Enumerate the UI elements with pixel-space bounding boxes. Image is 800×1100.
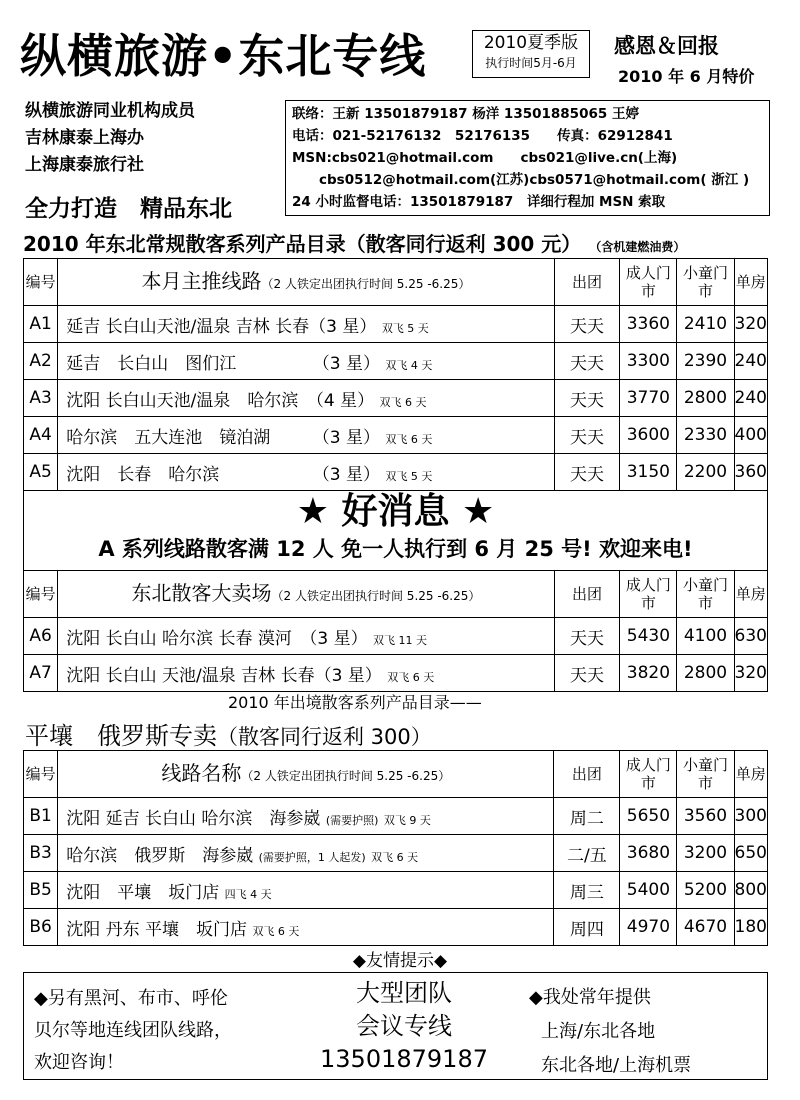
route-text: 沈阳 平壤 坂门店 [66, 882, 220, 903]
row-code: B3 [24, 835, 58, 872]
section-title [23, 228, 685, 257]
row-single: 800 [734, 872, 767, 909]
row-child: 2390 [677, 343, 734, 380]
good-news-title: ★ 好消息 ★ [296, 491, 495, 532]
row-route [58, 798, 554, 835]
table-row [24, 835, 768, 872]
outbound-product [25, 716, 432, 751]
row-child: 2410 [677, 306, 734, 343]
trip-text: 双飞 5 天 [385, 469, 433, 483]
outbound-title: 2010 年出境散客系列产品目录—— [228, 693, 482, 712]
route-text: 延吉 长白山天池/温泉 吉林 长春（3 星） [66, 316, 377, 337]
tips-right-line: 东北各地/上海机票 [541, 1055, 692, 1076]
tips-left [34, 983, 284, 1079]
tips-right-line: ◆我处常年提供 [529, 987, 651, 1008]
tips-middle-line: 会议专线 [356, 1012, 452, 1040]
row-code: A2 [24, 343, 58, 380]
agency-info [25, 98, 195, 179]
row-code: A4 [24, 417, 58, 454]
trip-text: 四飞 4 天 [224, 887, 272, 901]
row-departure: 天天 [554, 618, 620, 655]
trip-text: 双飞 6 天 [371, 850, 419, 864]
header-departure: 出团 [554, 751, 620, 798]
row-adult: 5650 [620, 798, 677, 835]
row-route [58, 655, 555, 692]
row-adult: 3300 [620, 343, 677, 380]
route-text: 沈阳 长白山 天池/温泉 吉林 长春（3 星） [66, 665, 382, 686]
header-route-label: 线路名称 [161, 760, 242, 785]
section-title-text: 2010 年东北常规散客系列产品目录（散客同行返利 300 元） [23, 232, 582, 256]
trip-text: 双飞 4 天 [385, 358, 433, 372]
table-header [24, 259, 768, 306]
row-route [58, 343, 554, 380]
table-row [24, 655, 768, 692]
trip-text: 双飞 6 天 [385, 432, 433, 446]
header-route [58, 259, 554, 306]
row-single: 400 [734, 417, 767, 454]
row-code: B5 [24, 872, 58, 909]
agency-line: 纵横旅游同业机构成员 [25, 101, 195, 121]
row-child: 2330 [677, 417, 734, 454]
header-adult: 成人门市 [620, 571, 677, 618]
route-text: 沈阳 延吉 长白山 哈尔滨 海参崴 [66, 808, 321, 829]
contact-line: 电话：021-52176132 52176135 传真：62912841 [292, 128, 673, 144]
header-route-note: （2 人铁定出团执行时间 5.25 -6.25） [261, 276, 471, 291]
table-row [24, 306, 768, 343]
tips-title: ◆友情提示◆ [352, 951, 448, 971]
header-route-label: 本月主推线路 [141, 268, 262, 293]
row-single: 180 [734, 909, 767, 946]
trip-text: 双飞 5 天 [381, 321, 429, 335]
row-adult: 3600 [620, 417, 677, 454]
edition-label: 2010夏季版 [483, 33, 579, 53]
agency-line: 吉林康泰上海办 [25, 128, 144, 148]
header-route [58, 571, 555, 618]
page-title: 纵横旅游•东北专线 [20, 29, 427, 83]
row-single: 360 [734, 454, 767, 491]
route-text: 沈阳 长春 哈尔滨 （3 星） [66, 464, 380, 485]
row-route [58, 380, 554, 417]
header-child: 小童门市 [677, 751, 734, 798]
route-text: 哈尔滨 俄罗斯 海参崴 [66, 845, 254, 866]
row-adult: 5430 [620, 618, 677, 655]
table-row [24, 417, 768, 454]
product-table-a [23, 258, 768, 491]
row-single: 240 [734, 343, 767, 380]
contact-line: cbs0512@hotmail.com(江苏)cbs0571@hotmail.com( 浙江 ) [292, 172, 750, 188]
table-row [24, 343, 768, 380]
trip-text: 双飞 6 天 [379, 395, 427, 409]
row-departure: 天天 [554, 380, 620, 417]
row-route [58, 909, 554, 946]
row-departure: 天天 [554, 655, 620, 692]
tips-left-line: ◆另有黑河、布市、呼伦 [34, 988, 228, 1009]
trip-text: 双飞 6 天 [252, 924, 300, 938]
row-single: 320 [734, 655, 767, 692]
route-note: (需要护照，1 人起发) [258, 850, 366, 864]
header-route-note: （2 人铁定出团执行时间 5.25 -6.25） [271, 588, 481, 603]
product-table-a2 [23, 570, 768, 692]
table-row [24, 454, 768, 491]
route-text: 沈阳 丹东 平壤 坂门店 [66, 919, 248, 940]
header-single: 单房 [734, 571, 767, 618]
route-text: 沈阳 长白山天池/温泉 哈尔滨 （4 星） [66, 390, 375, 411]
row-child: 3560 [677, 798, 734, 835]
header-code: 编号 [24, 751, 58, 798]
header-route-note: （2 人铁定出团执行时间 5.25 -6.25） [241, 768, 451, 783]
header-route-label: 东北散客大卖场 [131, 580, 272, 605]
row-route [58, 306, 554, 343]
edition-period: 执行时间5月-6月 [485, 56, 577, 70]
route-note: (需要护照) [325, 813, 379, 827]
header-single: 单房 [734, 259, 767, 306]
trip-text: 双飞 6 天 [387, 670, 435, 684]
table-header [24, 571, 768, 618]
row-departure: 周二 [554, 798, 620, 835]
row-code: A3 [24, 380, 58, 417]
row-route [58, 872, 554, 909]
table-header [24, 751, 768, 798]
row-adult: 3680 [620, 835, 677, 872]
table-row [24, 798, 768, 835]
tips-middle-line: 大型团队 [356, 979, 452, 1007]
row-single: 320 [734, 306, 767, 343]
header-child: 小童门市 [677, 259, 734, 306]
trip-text: 双飞 9 天 [383, 813, 431, 827]
header-adult: 成人门市 [620, 259, 677, 306]
row-adult: 3820 [620, 655, 677, 692]
row-single: 240 [734, 380, 767, 417]
route-text: 沈阳 长白山 哈尔滨 长春 漠河 （3 星） [66, 628, 368, 649]
route-text: 延吉 长白山 图们江 （3 星） [66, 353, 380, 374]
thanks-label: 感恩＆回报 [614, 34, 719, 58]
tips-right-line: 上海/东北各地 [541, 1021, 656, 1042]
trip-text: 双飞 11 天 [372, 633, 427, 647]
row-code: A7 [24, 655, 58, 692]
tips-left-line: 欢迎咨询！ [34, 1052, 124, 1073]
tips-phone: 13501879187 [320, 1045, 488, 1073]
contact-line: 24 小时监督电话：13501879187 详细行程加 MSN 索取 [292, 194, 666, 210]
header-child: 小童门市 [677, 571, 734, 618]
header-adult: 成人门市 [620, 751, 677, 798]
contact-line: 联络：王新 13501879187 杨洋 13501885065 王婷 [292, 106, 639, 122]
route-text: 哈尔滨 五大连池 镜泊湖 （3 星） [66, 427, 380, 448]
tips-box [23, 972, 768, 1080]
row-child: 2800 [677, 655, 734, 692]
row-single: 300 [734, 798, 767, 835]
row-departure: 天天 [554, 417, 620, 454]
row-departure: 天天 [554, 306, 620, 343]
row-route [58, 835, 554, 872]
row-route [58, 618, 555, 655]
row-departure: 天天 [554, 454, 620, 491]
row-adult: 3150 [620, 454, 677, 491]
tips-right [529, 981, 759, 1083]
row-code: B1 [24, 798, 58, 835]
contact-box [285, 100, 770, 216]
table-row [24, 909, 768, 946]
header-code: 编号 [24, 571, 58, 618]
good-news-text: A 系列线路散客满 12 人 免一人执行到 6 月 25 号! 欢迎来电! [98, 537, 693, 561]
edition-box [472, 30, 590, 78]
row-single: 630 [734, 618, 767, 655]
table-row [24, 380, 768, 417]
row-departure: 周三 [554, 872, 620, 909]
row-code: A1 [24, 306, 58, 343]
row-departure: 天天 [554, 343, 620, 380]
row-adult: 4970 [620, 909, 677, 946]
header-departure: 出团 [554, 571, 620, 618]
row-adult: 3770 [620, 380, 677, 417]
row-child: 2200 [677, 454, 734, 491]
row-route [58, 417, 554, 454]
row-code: B6 [24, 909, 58, 946]
header-single: 单房 [734, 751, 767, 798]
header-code: 编号 [24, 259, 58, 306]
tips-middle [304, 977, 504, 1076]
tips-left-line: 贝尔等地连线团队线路， [34, 1020, 232, 1041]
header-departure: 出团 [554, 259, 620, 306]
row-child: 4100 [677, 618, 734, 655]
good-news-box [23, 490, 768, 570]
row-adult: 5400 [620, 872, 677, 909]
row-route [58, 454, 554, 491]
table-row [24, 872, 768, 909]
section-title-note: （含机建燃油费） [595, 240, 686, 254]
product-table-b [23, 750, 768, 946]
row-child: 5200 [677, 872, 734, 909]
outbound-product-name: 平壤 俄罗斯专卖 [25, 722, 217, 750]
row-child: 4670 [677, 909, 734, 946]
table-row [24, 618, 768, 655]
row-departure: 二/五 [554, 835, 620, 872]
agency-line: 上海康泰旅行社 [25, 155, 144, 175]
row-single: 650 [734, 835, 767, 872]
outbound-product-note: （散客同行返利 300） [217, 725, 432, 749]
header-route [58, 751, 554, 798]
row-child: 3200 [677, 835, 734, 872]
slogan: 全力打造 精品东北 [25, 196, 232, 222]
contact-line: MSN:cbs021@hotmail.com cbs021@live.cn(上海) [292, 150, 678, 166]
row-code: A5 [24, 454, 58, 491]
row-child: 2800 [677, 380, 734, 417]
row-adult: 3360 [620, 306, 677, 343]
row-departure: 周四 [554, 909, 620, 946]
row-code: A6 [24, 618, 58, 655]
special-label: 2010 年 6 月特价 [618, 67, 755, 86]
